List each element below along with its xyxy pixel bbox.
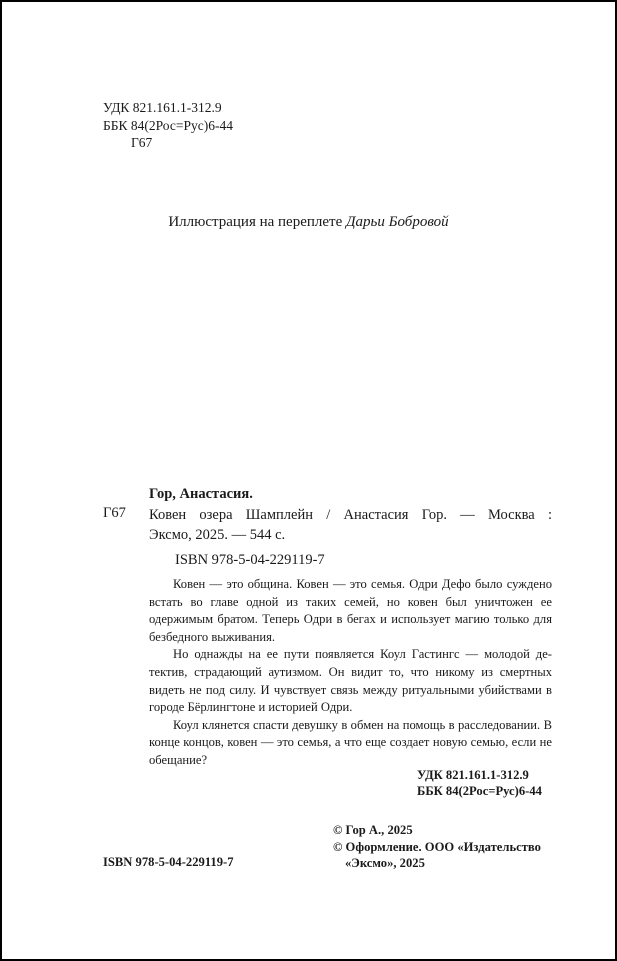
copyright-author: © Гор А., 2025 (333, 823, 413, 837)
author-mark: Г67 (131, 135, 153, 150)
bottom-udk-code: УДК 821.161.1-312.9 (417, 768, 529, 782)
illustration-credit (2, 214, 615, 231)
bottom-isbn: ISBN 978-5-04-229119-7 (103, 855, 234, 869)
copyright-design: © Оформление. ООО «Издательство (333, 839, 541, 854)
illustration-prefix: Иллюстрация на переплете (168, 214, 347, 230)
annotation (149, 576, 552, 770)
bib-line-1: Ковен озера Шамплейн / Анастасия Гор. — Москва : (149, 507, 552, 523)
udk-code: УДК 821.161.1-312.9 (103, 100, 222, 115)
annotation-paragraph: Коул клянется спасти девушку в обмен на помощь в расследовании. В конце концов, ковен — это семья, а что еще создает новую семью, если не обещание? (149, 717, 552, 767)
copyright-block (333, 822, 541, 872)
annotation-paragraph: Ковен — это община. Ковен — это семья. Одри Дефо было суждено встать во главе одной из таких семей, но ковен был уничтожен ее одержимым братом. Теперь Одри в бегах и использует магию только для безбедного выживания. (149, 577, 552, 644)
copyright-publisher: «Эксмо», 2025 (345, 856, 425, 870)
annotation-paragraph: Но однажды на ее пути появляется Коул Гастингс — молодой детектив, страдающий аутизмом. Он видит то, что никому из смертных видеть не под силу. И чувствует связь между ритуальными убийствами в городе Бёрлингтоне и историей Одри. (149, 647, 552, 715)
bottom-bbk-code: ББК 84(2Рос=Рус)6-44 (417, 783, 542, 798)
bbk-code: ББК 84(2Рос=Рус)6-44 (103, 117, 233, 133)
catalog-mark: Г67 (103, 505, 126, 521)
catalog-author: Гор, Анастасия. (149, 486, 253, 502)
bottom-classification-codes (417, 768, 542, 799)
bibliographic-record (149, 505, 552, 545)
bib-line-2: Эксмо, 2025. — 544 с. (149, 527, 286, 543)
classification-codes (103, 99, 233, 152)
catalog-isbn: ISBN 978-5-04-229119-7 (175, 552, 325, 568)
illustration-artist: Дарьи Бобровой (346, 214, 449, 230)
